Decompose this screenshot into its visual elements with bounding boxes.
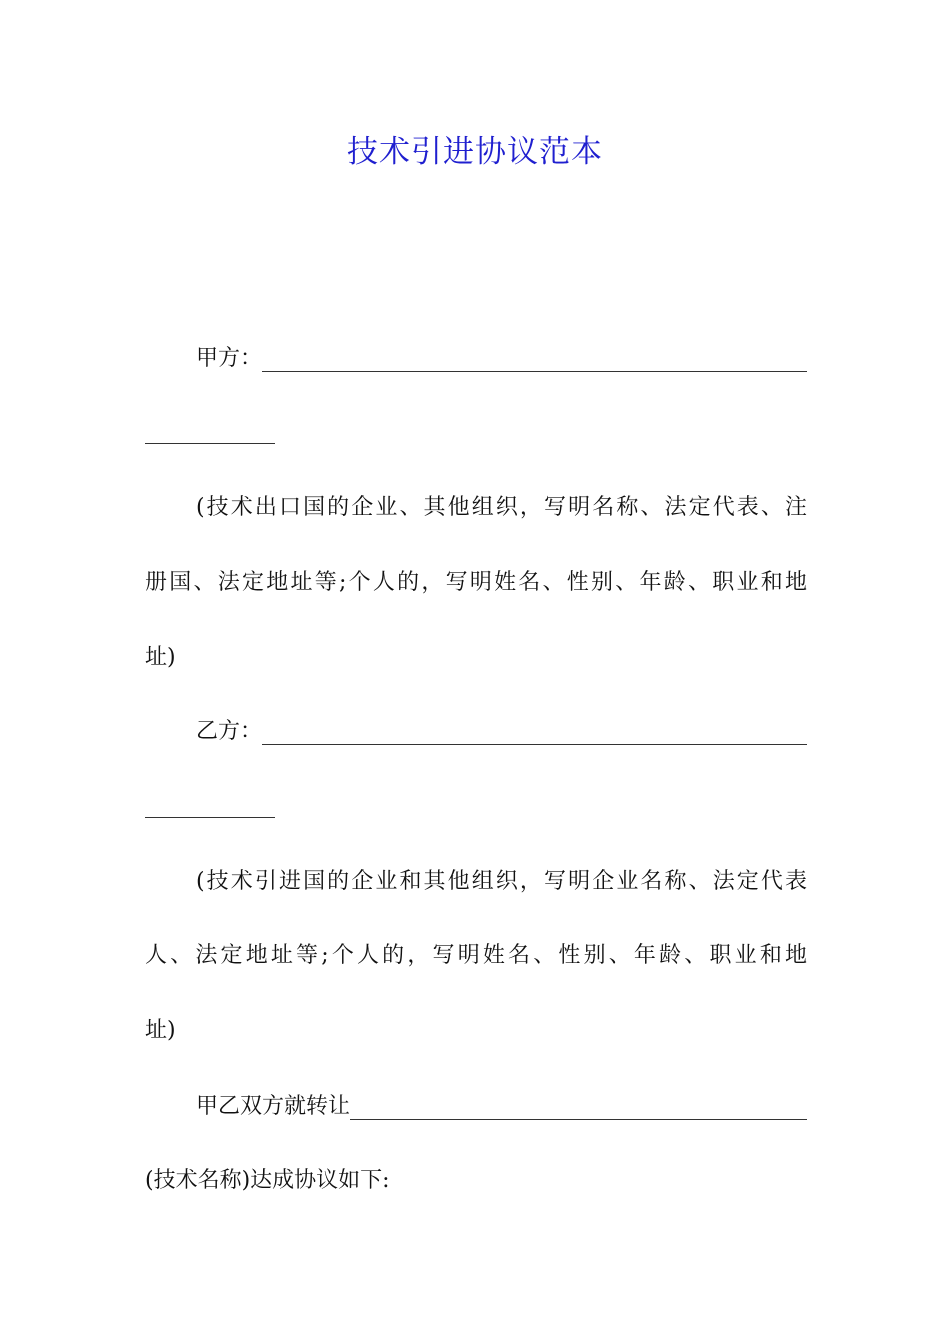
party-b-note-line-1: (技术引进国的企业和其他组织，写明企业名称、法定代表 [196, 869, 807, 894]
agreement-row [196, 1091, 807, 1123]
agreement-lead-text: 甲乙双方就转让 [196, 1094, 351, 1119]
party-a-row [196, 343, 807, 375]
party-a-blank-continuation [145, 443, 275, 444]
party-a-label: 甲方： [196, 346, 263, 371]
party-a-blank-line [262, 347, 807, 372]
party-a-note-line-3: 址) [145, 645, 176, 670]
party-b-row [196, 716, 807, 748]
party-b-blank-continuation [145, 817, 275, 818]
technology-name-blank-line [350, 1095, 807, 1120]
party-a-note-line-2: 册国、法定地址等;个人的，写明姓名、性别、年龄、职业和地 [145, 570, 807, 595]
party-b-label: 乙方： [196, 719, 263, 744]
document-title: 技术引进协议范本 [347, 134, 603, 170]
party-a-note-line-1: (技术出口国的企业、其他组织，写明名称、法定代表、注 [196, 495, 807, 520]
party-b-note-line-3: 址) [145, 1018, 176, 1043]
party-b-note-line-2: 人、法定地址等;个人的，写明姓名、性别、年龄、职业和地 [145, 943, 807, 968]
party-b-blank-line [262, 720, 807, 745]
agreement-continuation-text: (技术名称)达成协议如下: [145, 1168, 390, 1193]
